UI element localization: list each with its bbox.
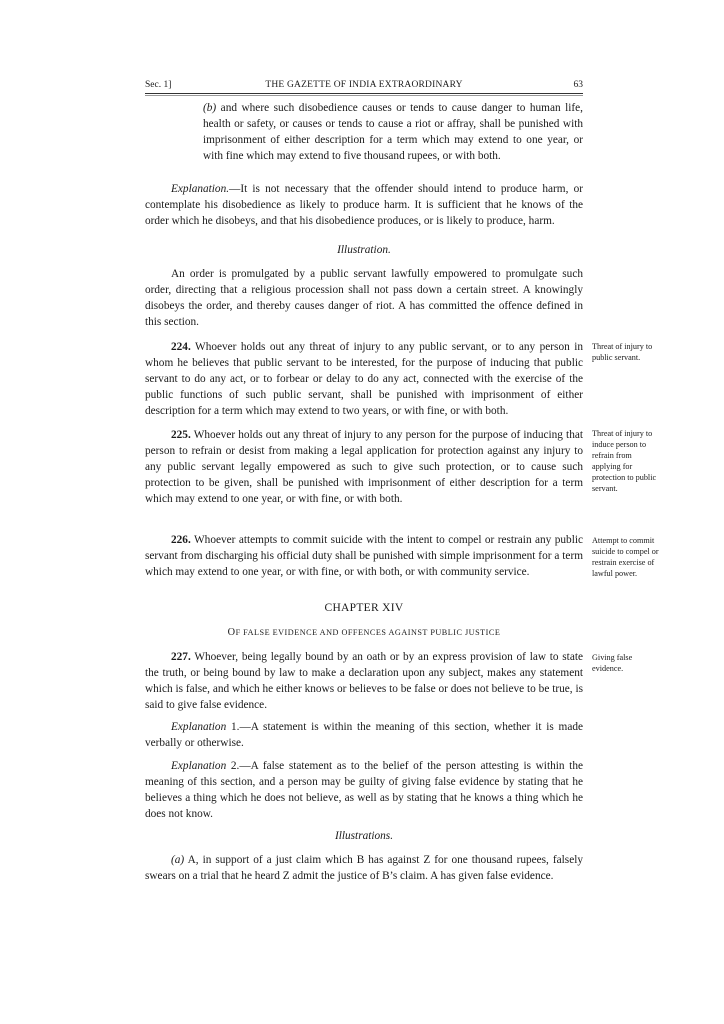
- section-225-number: 225.: [171, 429, 191, 441]
- explanation-text: —It is not necessary that the offender should intend to produce harm, or contemplate his disobedience as likely to produce harm. It is sufficient that he knows of the order which he disobeys, and that his disobedience produces, or is likely to produce, harm.: [145, 183, 583, 228]
- section-224-number: 224.: [171, 341, 191, 353]
- illustration: [145, 266, 583, 330]
- explanation: [145, 181, 583, 229]
- margin-note-225: Threat of injury to induce person to refrain from applying for protection to public servant.: [592, 429, 657, 494]
- explanation-1: [145, 719, 583, 751]
- explanation-2-label: Explanation: [171, 760, 227, 772]
- explanation-label: Explanation.: [171, 183, 230, 195]
- illustrations-heading: Illustrations.: [334, 830, 394, 842]
- section-227-number: 227.: [171, 651, 191, 663]
- clause-b-text: and where such disobedience causes or tends to cause danger to human life, health or safety, or causes or tends to cause a riot or affray, shall be punished with imprisonment of either description for a term which may extend to one year, or with fine which may extend to five thousand rupees, or with both.: [203, 102, 583, 163]
- margin-note-224: Threat of injury to public servant.: [592, 342, 653, 363]
- illustration-heading: Illustration.: [337, 244, 391, 256]
- header-rule: [145, 93, 583, 94]
- chapter-heading: CHAPTER XIV: [324, 602, 404, 614]
- section-224: [145, 339, 583, 419]
- header-rule-secondary: [145, 95, 583, 96]
- explanation-2-text: 2.—A false statement as to the belief of the person attesting is within the meaning of this section, and a person may be guilty of giving false evidence by stating that he believes a thing which he does not believe, as well as by stating that he knows a thing which he does not know.: [145, 760, 583, 821]
- chapter-title-rest: F FALSE EVIDENCE AND OFFENCES AGAINST PUBLIC JUSTICE: [235, 628, 501, 637]
- header-section: Sec. 1]: [145, 80, 172, 90]
- header-title: THE GAZETTE OF INDIA EXTRAORDINARY: [265, 80, 463, 90]
- clause-b: [145, 100, 583, 164]
- chapter-title: [145, 625, 583, 641]
- section-227-text: Whoever, being legally bound by an oath or by an express provision of law to state the truth, or being bound by law to make a declaration upon any subject, makes any statement which is false, and which he either knows or believes to be false or does not believe to be true, is said to give false evidence.: [145, 651, 583, 712]
- explanation-2: [145, 758, 583, 822]
- section-225-text: Whoever holds out any threat of injury to any person for the purpose of inducing that person to refrain or desist from making a legal application for protection against any injury to any public servant legally empowered as such to give such protection, or to cause such protection to be given, shall be punished with imprisonment of either description for a term which may extend to one year, or with fine, or with both.: [145, 429, 583, 506]
- illustration-a-label: (a): [171, 854, 185, 866]
- page-number: 63: [573, 80, 583, 90]
- margin-note-227: Giving false evidence.: [592, 653, 633, 674]
- chapter-title-initial: O: [227, 627, 236, 638]
- section-226-text: Whoever attempts to commit suicide with the intent to compel or restrain any public servant from discharging his official duty shall be punished with simple imprisonment for a term which may extend to one year, or with fine, or with both, or with community service.: [145, 534, 583, 579]
- illustration-a: [145, 852, 583, 884]
- clause-b-label: (b): [203, 102, 217, 114]
- illustration-text: An order is promulgated by a public servant lawfully empowered to promulgate such order, directing that a religious procession shall not pass down a certain street. A knowingly disobeys the order, and thereby causes danger of riot. A has committed the offence defined in this section.: [145, 268, 583, 329]
- section-225: [145, 427, 583, 507]
- explanation-1-text: 1.—A statement is within the meaning of this section, whether it is made verbally or otherwise.: [145, 721, 583, 750]
- margin-note-226: Attempt to commit suicide to compel or restrain exercise of lawful power.: [592, 536, 659, 579]
- section-226: [145, 532, 583, 580]
- illustration-a-text: A, in support of a just claim which B has against Z for one thousand rupees, falsely swears on a trial that he heard Z admit the justice of B’s claim. A has given false evidence.: [145, 854, 583, 883]
- section-224-text: Whoever holds out any threat of injury to any public servant, or to any person in whom he believes that public servant to be interested, for the purpose of inducing that public servant to do any act, or to forbear or delay to do any act, connected with the exercise of the public functions of such public servant, shall be punished with imprisonment of either description for a term which may extend to two years, or with fine, or with both.: [145, 341, 583, 418]
- section-226-number: 226.: [171, 534, 191, 546]
- explanation-1-label: Explanation: [171, 721, 227, 733]
- section-227: [145, 649, 583, 713]
